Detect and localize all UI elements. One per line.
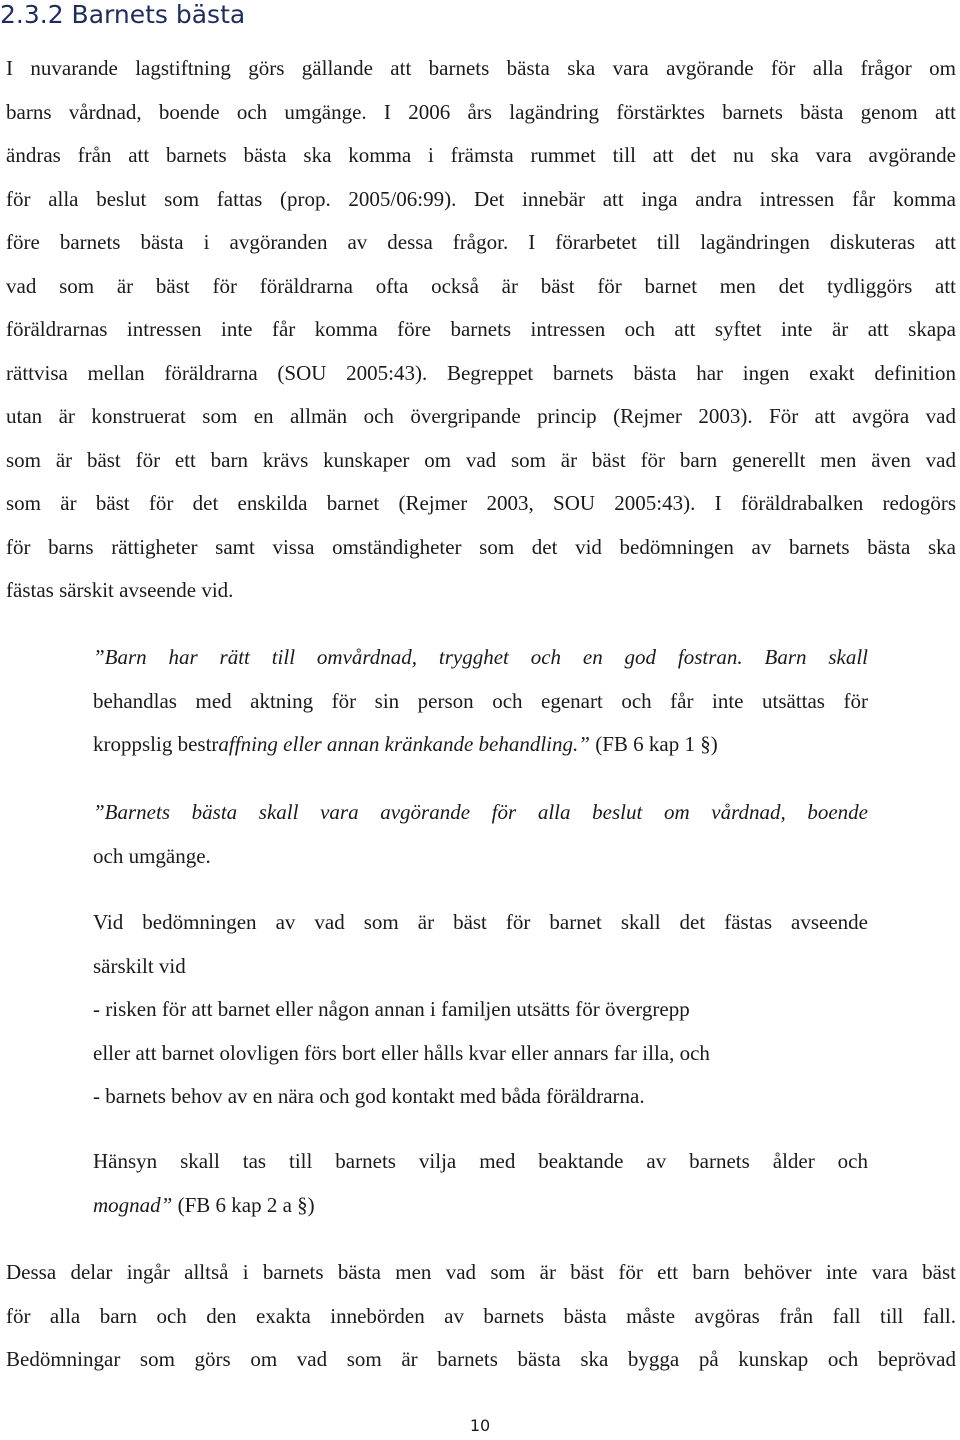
text-line: rättvisa mellan föräldrarna (SOU 2005:43). Begreppet barnets bästa har ingen exakt definition [6, 360, 956, 385]
quote-line [93, 723, 868, 767]
quote-line: särskilt vid [93, 953, 186, 978]
quote-line: och umgänge. [93, 843, 211, 868]
text-line: föräldrarnas intressen inte får komma före barnets intressen och att syftet inte är att skapa [6, 317, 956, 341]
quote-text: kroppslig bestr [93, 732, 219, 756]
law-reference: (FB 6 kap 1 §) [589, 732, 718, 756]
quote-line: ”Barn har rätt till omvårdnad, trygghet och en god fostran. Barn skall [93, 645, 868, 669]
quote-line: - risken för att barnet eller någon annan i familjen utsätts för övergrepp [93, 997, 690, 1021]
quote-line: Hänsyn skall tas till barnets vilja med beaktande av barnets ålder och [93, 1149, 868, 1173]
text-line: för alla barn och den exakta innebörden av barnets bästa måste avgöras från fall till fall. [6, 1303, 956, 1328]
quote-bedomningen [93, 901, 868, 1119]
quote-fb-6-kap-1 [93, 636, 868, 767]
paragraph-barnets-basta [6, 47, 956, 613]
quote-line [93, 1184, 868, 1228]
quote-text-italic: affning eller annan kränkande behandling.” [218, 732, 590, 756]
law-reference: (FB 6 kap 2 a §) [172, 1192, 315, 1217]
paragraph-dessa-delar [6, 1251, 956, 1382]
quote-line: Vid bedömningen av vad som är bäst för barnet skall det fästas avseende [93, 910, 868, 934]
text-line: som är bäst för det enskilda barnet (Rejmer 2003, SOU 2005:43). I föräldrabalken redogörs [6, 491, 956, 515]
text-line: utan är konstruerat som en allmän och övergripande princip (Rejmer 2003). För att avgöra vad [6, 404, 956, 428]
text-line: ändras från att barnets bästa ska komma i främsta rummet till att det nu ska vara avgörande [6, 143, 956, 167]
text-line: vad som är bäst för föräldrarna ofta också är bäst för barnet men det tydliggörs att [6, 273, 956, 298]
quote-line: eller att barnet olovligen förs bort eller hålls kvar eller annars far illa, och [93, 1040, 710, 1065]
quote-barnets-basta [93, 791, 868, 878]
quote-line: ”Barnets bästa skall vara avgörande för alla beslut om vårdnad, boende [93, 800, 868, 824]
text-line: för alla beslut som fattas (prop. 2005/06:99). Det innebär att inga andra intressen får komma [6, 186, 956, 211]
text-line: barns vårdnad, boende och umgänge. I 2006 års lagändring förstärktes barnets bästa genom att [6, 99, 956, 124]
quote-line: - barnets behov av en nära och god kontakt med båda föräldrarna. [93, 1084, 645, 1108]
text-line: för barns rättigheter samt vissa omständigheter som det vid bedömningen av barnets bästa ska [6, 534, 956, 559]
text-line: Dessa delar ingår alltså i barnets bästa men vad som är bäst för ett barn behöver inte vara bäst [6, 1260, 956, 1284]
quote-line: behandlas med aktning för sin person och egenart och får inte utsättas för [93, 688, 868, 713]
section-heading: 2.3.2 Barnets bästa [0, 0, 246, 29]
text-line: I nuvarande lagstiftning görs gällande att barnets bästa ska vara avgörande för alla frågor om [6, 56, 956, 80]
quote-fb-6-kap-2a [93, 1140, 868, 1227]
quote-text-italic: mognad” [93, 1192, 173, 1217]
text-line: Bedömningar som görs om vad som är barnets bästa ska bygga på kunskap och beprövad [6, 1347, 956, 1371]
text-line: fästas särskit avseende vid. [6, 578, 234, 602]
text-line: före barnets bästa i avgöranden av dessa frågor. I förarbetet till lagändringen diskuteras att [6, 230, 956, 254]
text-line: som är bäst för ett barn krävs kunskaper om vad som är bäst för barn generellt men även vad [6, 447, 956, 472]
page-number: 10 [469, 1416, 491, 1435]
